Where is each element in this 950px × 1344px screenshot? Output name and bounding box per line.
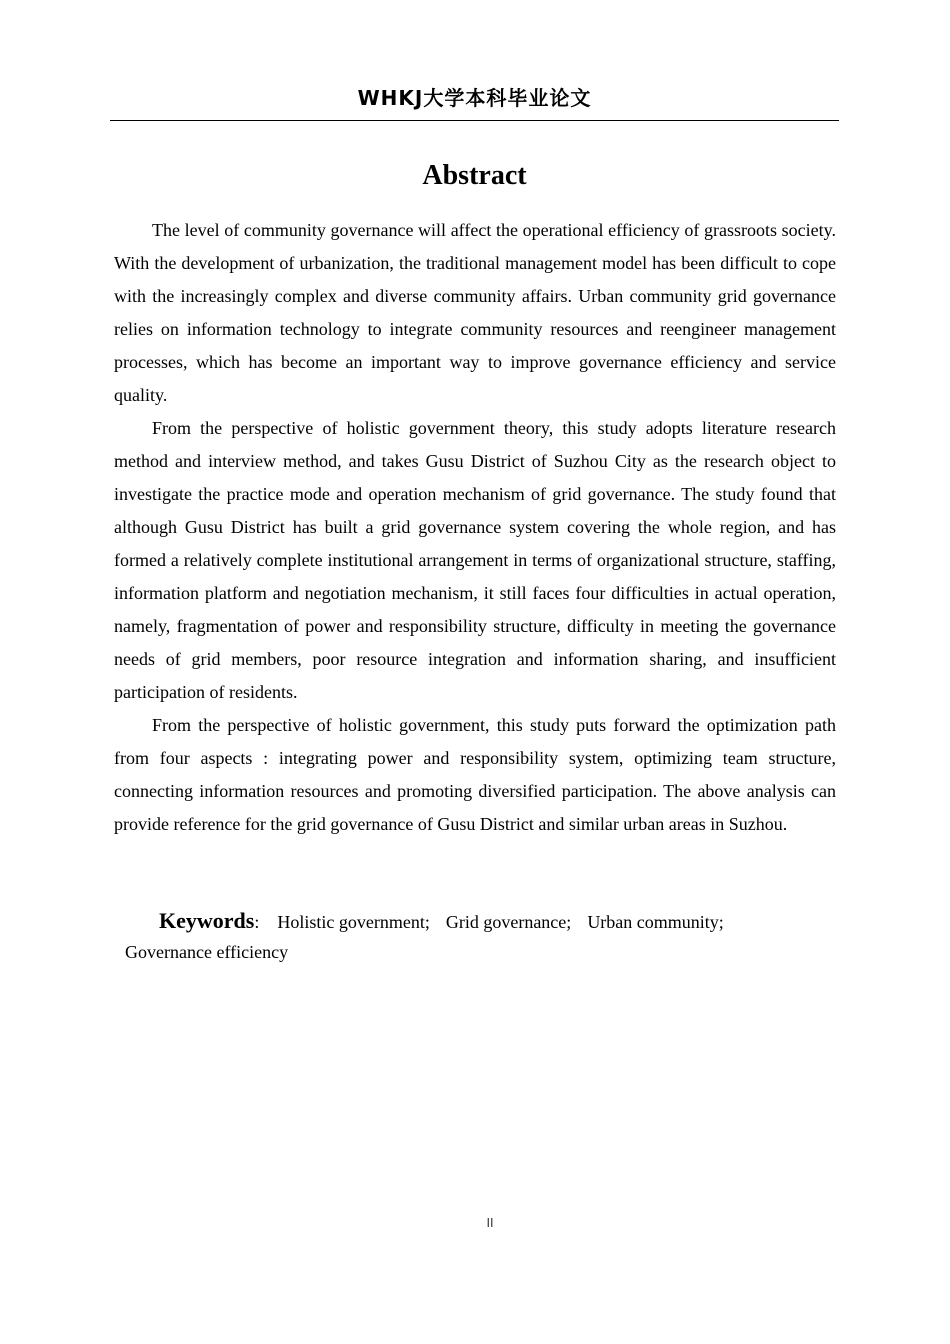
keywords-colon: : bbox=[254, 912, 260, 932]
abstract-paragraph: From the perspective of holistic government theory, this study adopts literature research method and interview method, and takes Gusu District of Suzhou City as the research object to investigate the practice mode and operation mechanism of grid governance. The study found that although Gusu District has built a grid governance system covering the whole region, and has formed a relatively complete institutional arrangement in terms of organizational structure, staffing, information platform and negotiation mechanism, it still faces four difficulties in actual operation, namely, fragmentation of power and responsibility structure, difficulty in meeting the governance needs of grid members, poor resource integration and information sharing, and insufficient participation of residents. bbox=[114, 418, 836, 702]
abstract-paragraph: The level of community governance will affect the operational efficiency of grassroots society. With the development of urbanization, the traditional management model has been difficult to cope with the increasingly complex and diverse community affairs. Urban community grid governance relies on information technology to integrate community resources and reengineer management processes, which has become an important way to improve governance efficiency and service quality. bbox=[114, 220, 836, 405]
header-title: WHKJ大学本科毕业论文 bbox=[357, 86, 592, 110]
keyword-item: Grid governance bbox=[445, 912, 567, 932]
page-header bbox=[110, 80, 839, 121]
keywords-line bbox=[125, 937, 805, 967]
keywords-label: Keywords bbox=[159, 908, 255, 933]
keyword-separator: ; bbox=[718, 912, 724, 932]
keyword-separator: ; bbox=[424, 912, 430, 932]
page-number: II bbox=[486, 1216, 494, 1230]
keywords-section bbox=[125, 906, 805, 967]
keyword-item: Urban community bbox=[587, 912, 719, 932]
keywords-line bbox=[125, 906, 805, 937]
abstract-paragraph: From the perspective of holistic government, this study puts forward the optimization path from four aspects : integrating power and responsibility system, optimizing team structure, connecting information resources and promoting diversified participation. The above analysis can provide reference for the grid governance of Gusu District and similar urban areas in Suzhou. bbox=[114, 715, 836, 834]
keyword-item: Holistic government bbox=[277, 912, 425, 932]
abstract-title: Abstract bbox=[422, 160, 527, 191]
keyword-separator: ; bbox=[566, 912, 572, 932]
abstract-body bbox=[114, 214, 836, 841]
keyword-item: Governance efficiency bbox=[125, 942, 289, 962]
